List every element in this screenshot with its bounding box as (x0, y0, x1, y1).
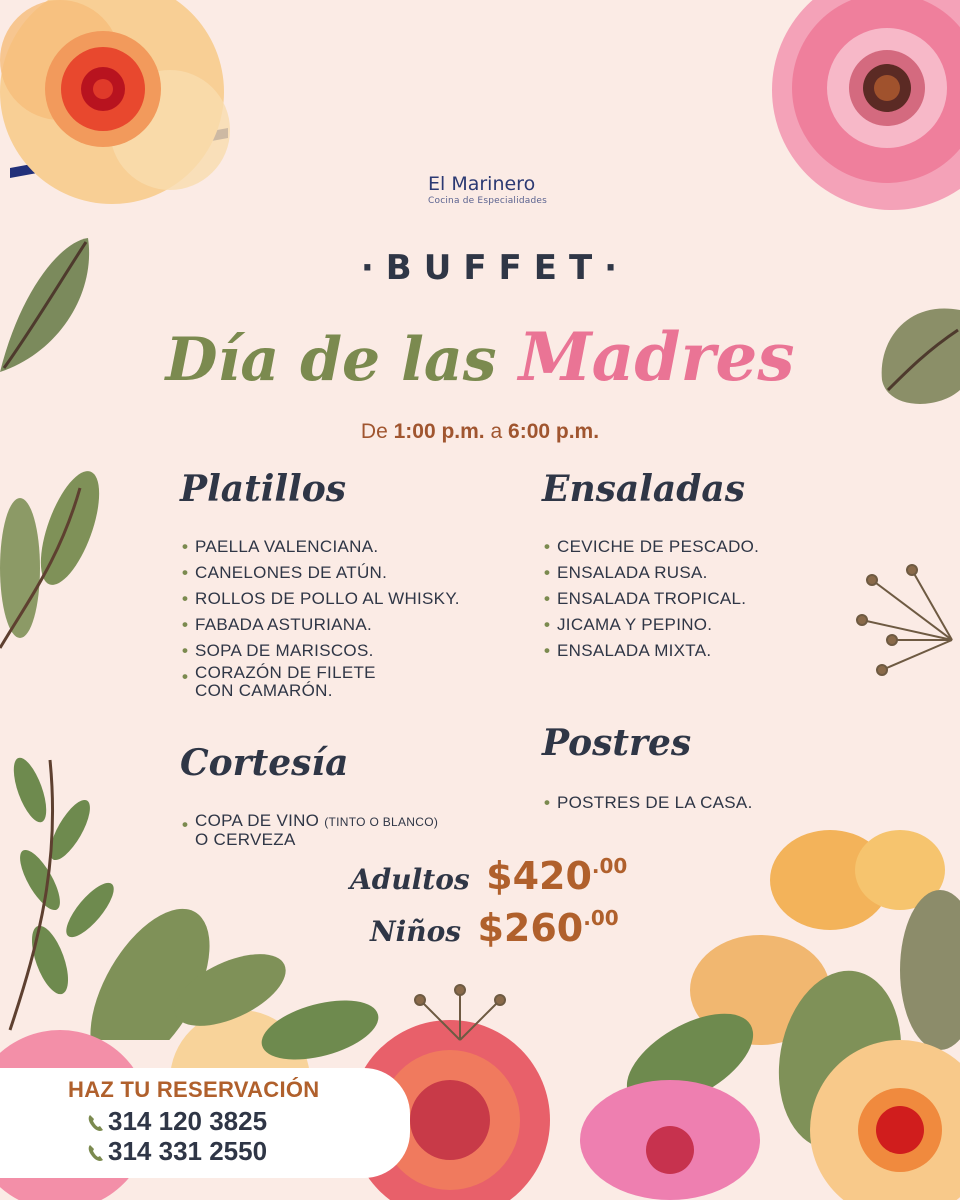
list-item: • FABADA ASTURIANA. (180, 612, 460, 638)
postres-list (542, 790, 753, 816)
list-item (180, 812, 438, 849)
brand-name: El Marinero (428, 173, 536, 195)
platillos-list (180, 534, 460, 700)
list-item: • ROLLOS DE POLLO AL WHISKY. (180, 586, 460, 612)
cortesia-note: (TINTO O BLANCO) (324, 815, 439, 829)
list-item: • ENSALADA RUSA. (542, 560, 759, 586)
seed-head-decoration (852, 560, 960, 680)
list-item: • SOPA DE MARISCOS. (180, 638, 460, 664)
reservation-title: HAZ TU RESERVACIÓN (68, 1077, 320, 1102)
brand-tagline: Cocina de Especialidades (428, 196, 547, 206)
event-title-part1: Día de las (165, 325, 497, 395)
time-end: 6:00 p.m. (508, 420, 600, 443)
event-title-part2: Madres (518, 318, 795, 396)
phone-icon (86, 1113, 106, 1133)
list-item-line2: CON CAMARÓN. (195, 681, 333, 700)
cortesia-line2: O CERVEZA (195, 830, 296, 849)
list-item: • JICAMA Y PEPINO. (542, 612, 759, 638)
flower-top-left-decoration (0, 0, 250, 210)
kids-price-row (370, 906, 619, 950)
time-start: 1:00 p.m. (393, 420, 485, 443)
postres-heading: Postres (542, 722, 692, 764)
branch-left-decoration (0, 468, 100, 658)
phone-icon (86, 1143, 106, 1163)
cortesia-heading: Cortesía (180, 742, 349, 784)
list-item: • CANELONES DE ATÚN. (180, 560, 460, 586)
list-item (180, 664, 460, 700)
platillos-heading: Platillos (180, 468, 347, 510)
adults-price: $420 (486, 854, 592, 898)
list-item: • ENSALADA MIXTA. (542, 638, 759, 664)
adults-cents: .00 (591, 854, 628, 878)
list-item: • ENSALADA TROPICAL. (542, 586, 759, 612)
time-prefix: De (360, 420, 388, 443)
list-item-line1: • CORAZÓN DE FILETE (195, 663, 376, 682)
kids-cents: .00 (583, 906, 619, 930)
ensaladas-list (542, 534, 759, 664)
buffet-label: ·BUFFET· (360, 248, 630, 288)
kids-label: Niños (370, 915, 462, 948)
time-mid: a (490, 420, 503, 443)
list-item: • CEVICHE DE PESCADO. (542, 534, 759, 560)
event-hours (0, 420, 960, 444)
cortesia-line1: COPA DE VINO (195, 811, 320, 830)
adults-price-row (350, 854, 627, 898)
adults-label: Adultos (350, 863, 470, 896)
list-item: • PAELLA VALENCIANA. (180, 534, 460, 560)
event-title (0, 318, 960, 396)
phone-number-1[interactable]: 314 120 3825 (108, 1106, 268, 1136)
cortesia-list (180, 812, 438, 849)
phone-number-2[interactable]: 314 331 2550 (108, 1136, 268, 1166)
ensaladas-heading: Ensaladas (542, 468, 745, 510)
flower-top-right-decoration (752, 0, 960, 220)
kids-price: $260 (477, 906, 584, 950)
list-item: • POSTRES DE LA CASA. (542, 790, 753, 816)
